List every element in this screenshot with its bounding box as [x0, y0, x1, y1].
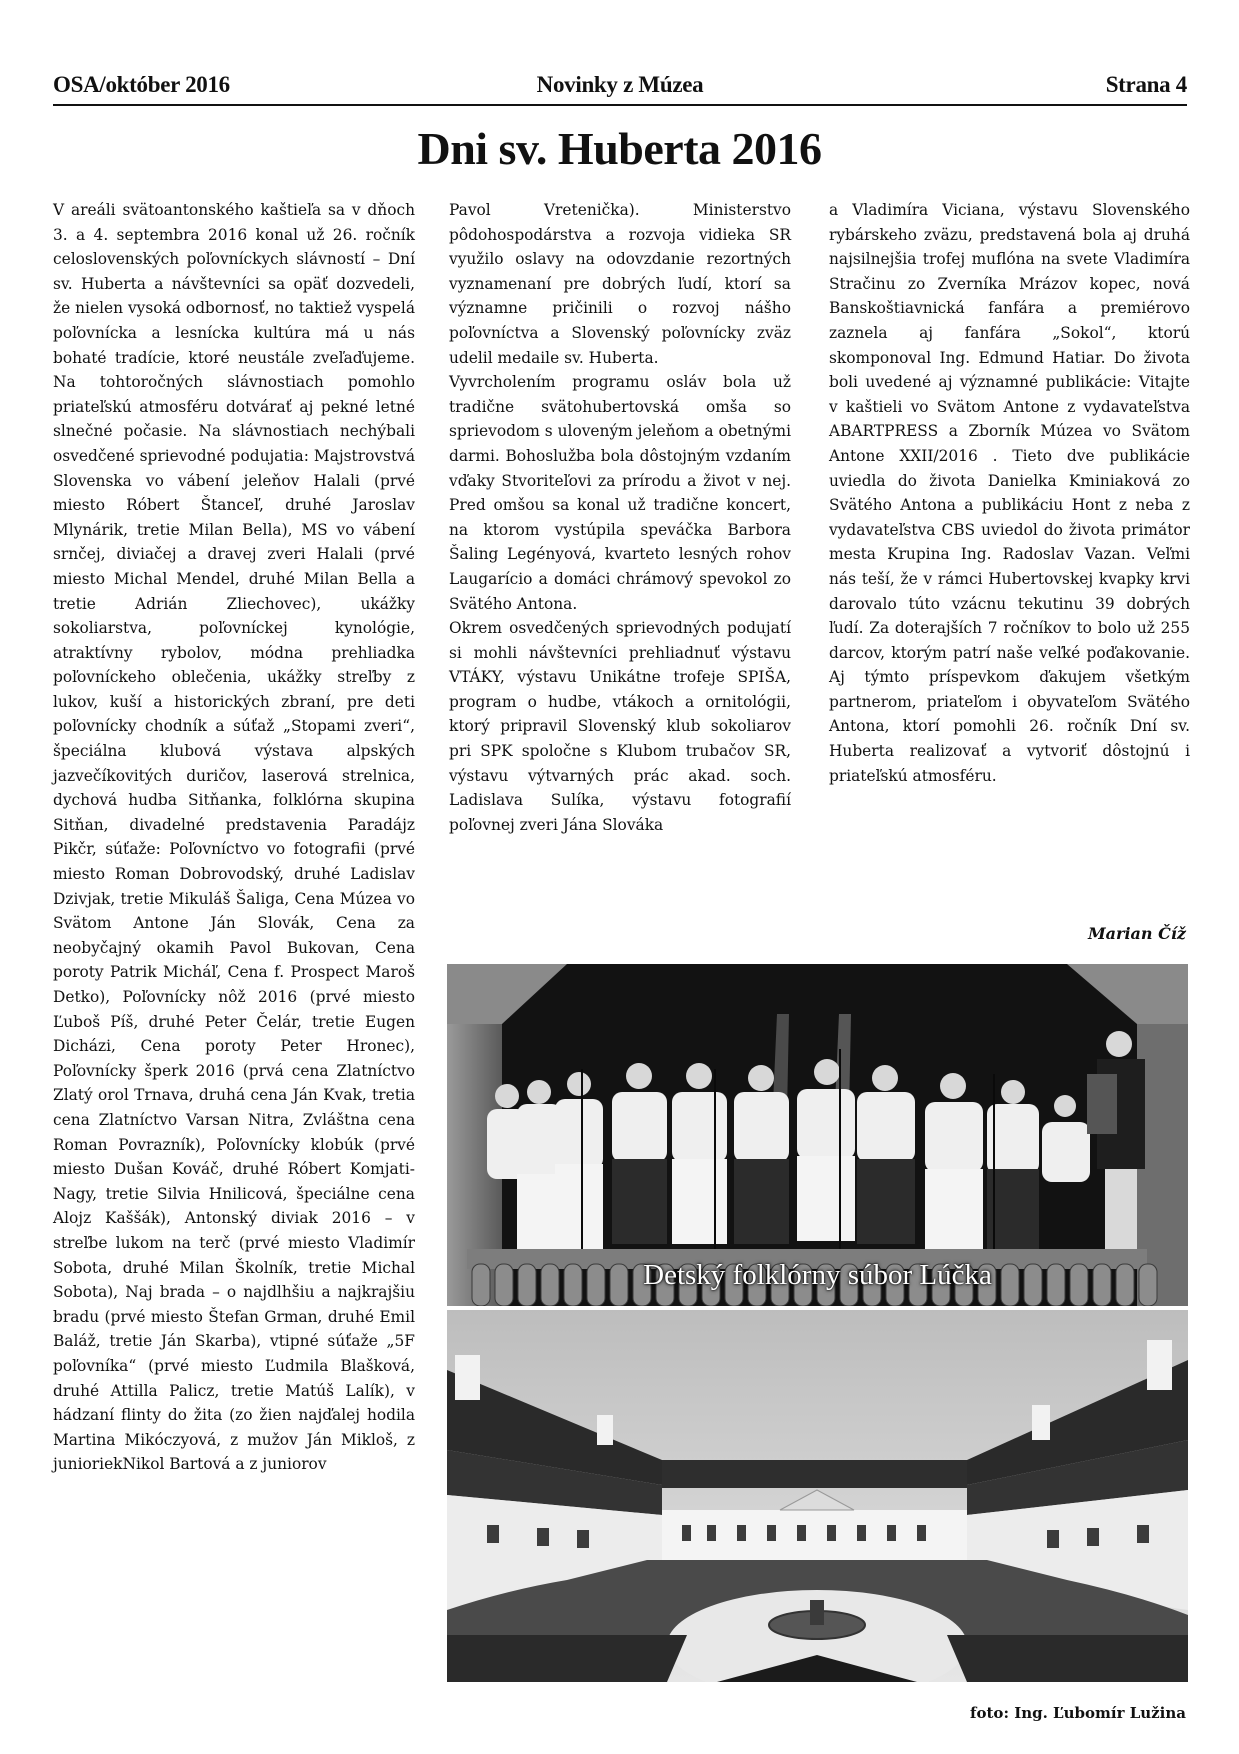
folk-ensemble-photo: [447, 964, 1188, 1306]
paragraph: Okrem osvedčených sprievodných podujatí si mohli návštevníci prehliadnuť výstavu VTÁKY, výstavu Unikátne trofeje SPIŠA, program o hudbe, vtákoch a ornitológii, ktorý pripravil Slovenský klub sokoliarov pri SPK spoločne s Klubom trubačov SR, výstavu výtvarných prác akad. soch. Ladislava Sulíka, výstavu fotografií poľovnej zveri Jána Slováka: [449, 619, 791, 834]
photo-caption: Detský folklórny súbor Lúčka: [643, 1259, 992, 1291]
photo-credit: foto: Ing. Ľubomír Lužina: [970, 1704, 1186, 1722]
castle-courtyard-photo: [447, 1310, 1188, 1682]
stage-photo-illustration: [447, 964, 1188, 1306]
article-column-1: [53, 198, 415, 1477]
courtyard-photo-illustration: [447, 1310, 1188, 1682]
publication-name: Novinky z Múzea: [536, 72, 704, 97]
paragraph: V areáli svätoantonského kaštieľa sa v dňoch 3. a 4. septembra 2016 konal už 26. ročník celoslovenských poľovníckych slávností – Dní sv. Huberta a návštevníci sa opäť dozvedeli, že nielen vysoká odbornosť, no taktiež vyspelá poľovnícka a lesnícka kultúra má u nás bohaté tradície, ktoré neustále zveľaďujeme. Na tohtoročných slávnostiach pomohlo priateľskú atmosféru dotvárať aj pekné letné slnečné počasie. Na slávnostiach nechýbali osvedčené sprievodné podujatia: Majstrovstvá Slovenska vo vábení jeleňov Halali (prvé miesto Róbert Štanceľ, druhé Jaroslav Mlynárik, tretie Milan Bella), MS vo vábení srnčej, diviačej a dravej zveri Halali (prvé miesto Michal Mendel, druhé Milan Bella a tretie Adrián Zliechovec), ukážky sokoliarstva, poľovníckej kynológie, atraktívny rybolov, módna prehliadka poľovníckeho oblečenia, ukážky streľby z lukov, kuší a historických zbraní, pre deti poľovnícky chodník a súťaž „Stopami zveri“, špeciálna klubová výstava alpských jazvečíkovitých duričov, laserová strelnica, dychová hudba Sitňanka, folklórna skupina Sitňan, divadelné predstavenia Paradájz Pikčr, súťaže: Poľovníctvo vo fotografii (prvé miesto Roman Dobrovodský, druhé Ladislav Dzivjak, tretie Mikuláš Šaliga, Cena Múzea vo Svätom Antone Ján Slovák, Cena za neobyčajný okamih Pavol Bukovan, Cena poroty Patrik Micháľ, Cena f. Prospect Maroš Detko), Poľovnícky nôž 2016 (prvé miesto Ľuboš Píš, druhé Peter Čelár, tretie Eugen Dicházi, Cena poroty Peter Hronec), Poľovnícky šperk 2016 (prvá cena Zlatníctvo Zlatý orol Trnava, druhá cena Ján Kvak, tretia cena Zlatníctvo Varsan Nitra, Zvláštna cena Roman Povrazník), Poľovnícky klobúk (prvé miesto Dušan Kováč, druhé Róbert Komjati-Nagy, tretie Silvia Hnilicová, špeciálne cena Alojz Kaššák), Antonský diviak 2016 – v streľbe lukom na terč (prvé miesto Vladimír Sobota, druhé Milan Školník, tretie Michal Sobota), Naj brada – o najdlhšiu a najkrajšiu bradu (prvé miesto Štefan Grman, druhé Emil Baláž, tretie Ján Skarba), vtipné súťaže „5F poľovníka“ (prvé miesto Ľudmila Blašková, druhé Attilla Palicz, tretie Matúš Lalík), v hádzaní flinty do žita (zo žien najďalej hodila Martina Mikóczyová, z mužov Ján Mikloš, z junioriekNikol Bartová a z juniorov: [53, 201, 415, 1474]
article-title: Dni sv. Huberta 2016: [417, 123, 822, 174]
article-column-2: [449, 198, 791, 837]
issue-label: OSA/október 2016: [53, 72, 230, 97]
article-column-3: [829, 198, 1190, 788]
paragraph: Vyvrcholením programu osláv bola už tradične svätohubertovská omša so sprievodom s uloveným jeleňom a obetnými darmi. Bohoslužba bola dôstojným vzdaním vďaky Stvoriteľovi za prírodu a život v nej. Pred omšou sa konal už tradične koncert, na ktorom vystúpila speváčka Barbora Šaling Legényová, kvarteto lesných rohov Laugarício a domáci chrámový spevokol zo Svätého Antona.: [449, 373, 791, 613]
paragraph: a Vladimíra Viciana, výstavu Slovenského rybárskeho zväzu, predstavená bola aj druhá najsilnejšia trofej muflóna na svete Vladimíra Stračinu zo Zverníka Mrázov kopec, nová Banskoštiavnická fanfára a premiérovo zaznela aj fanfára „Sokol“, ktorú skomponoval Ing. Edmund Hatiar. Do života boli uvedené aj významné publikácie: Vitajte v kaštieli vo Svätom Antone z vydavateľstva ABARTPRESS a Zborník Múzea vo Svätom Antone XXII/2016 . Tieto dve publikácie uviedla do života Danielka Kminiaková zo Svätého Antona a publikáciu Hont z neba z vydavateľstva CBS uviedol do života primátor mesta Krupina Ing. Radoslav Vazan. Veľmi nás teší, že v rámci Hubertovskej kvapky krvi darovalo túto vzácnu tekutinu 39 dobrých ľudí. Za doterajších 7 ročníkov to bolo už 255 darcov, ktorým patrí naše veľké poďakovanie. Aj týmto príspevkom ďakujem všetkým partnerom, priateľom i obyvateľom Svätého Antona, ktorí pomohli 26. ročník Dní sv. Huberta realizovať a vytvoriť dôstojnú i priateľskú atmosféru.: [829, 201, 1190, 785]
page-header: [53, 72, 1187, 106]
page-number: Strana 4: [1105, 72, 1187, 97]
paragraph: Pavol Vretenička). Ministerstvo pôdohospodárstva a rozvoja vidieka SR využilo oslavy na odovzdanie rezortných vyznamenaní pre dobrých ľudí, ktorí sa významne pričinili o rozvoj nášho poľovníctva a Slovenský poľovnícky zväz udelil medaile sv. Huberta.: [449, 201, 791, 367]
author-signature: Marian Číž: [1087, 924, 1186, 943]
